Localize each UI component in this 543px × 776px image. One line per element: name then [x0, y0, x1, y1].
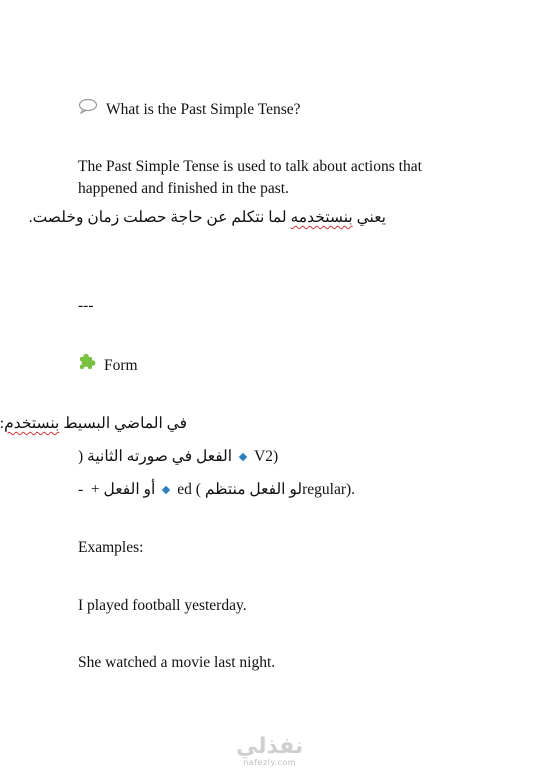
- watermark-arabic: نفذلي: [236, 734, 304, 759]
- example-item: She watched a movie last night.: [78, 654, 276, 671]
- form-intro-misspelled: بنستخدم: [4, 415, 60, 432]
- example-item: I played football yesterday.: [78, 597, 247, 614]
- intro-arabic-prefix: يعني: [352, 209, 386, 226]
- form-rule-2-regular: regular).: [302, 481, 356, 498]
- form-intro-arabic: [0, 413, 187, 435]
- separator: ---: [78, 297, 94, 314]
- puzzle-piece-icon: [78, 353, 96, 378]
- form-rule-1-arabic: الفعل في صورته الثانية (: [78, 448, 233, 465]
- intro-arabic-rest: لما نتكلم عن حاجة حصلت زمان وخلصت.: [28, 209, 291, 226]
- watermark-latin: nafezly.com: [243, 758, 297, 767]
- speech-bubble-icon: [78, 98, 98, 121]
- heading-form-text: Form: [104, 356, 138, 374]
- heading-past-simple-text: What is the Past Simple Tense?: [106, 100, 301, 118]
- intro-arabic: [28, 207, 386, 229]
- form-rule-1-english: V2): [254, 448, 279, 465]
- form-rule-2-prefix: -: [78, 481, 88, 498]
- form-rule-1: [78, 446, 278, 468]
- intro-line-1: The Past Simple Tense is used to talk about actions that: [78, 158, 422, 175]
- form-intro-suffix: :: [0, 415, 5, 432]
- intro-line-2: happened and finished in the past.: [78, 180, 289, 197]
- heading-past-simple: [78, 98, 301, 121]
- diamond-bullet-icon: [239, 453, 247, 461]
- examples-label: Examples:: [78, 539, 144, 556]
- form-intro-prefix: في الماضي البسيط: [59, 415, 187, 432]
- heading-form: [78, 353, 138, 378]
- form-rule-2: [78, 479, 355, 501]
- intro-arabic-misspelled: بنستخدمه: [290, 209, 353, 226]
- diamond-bullet-icon: [162, 486, 170, 494]
- watermark-logo: [236, 736, 303, 768]
- form-rule-2-arabic: أو الفعل +: [87, 481, 156, 498]
- form-rule-2-ed: ed (: [177, 481, 205, 498]
- form-rule-2-arabic-2: لو الفعل منتظم: [204, 481, 303, 498]
